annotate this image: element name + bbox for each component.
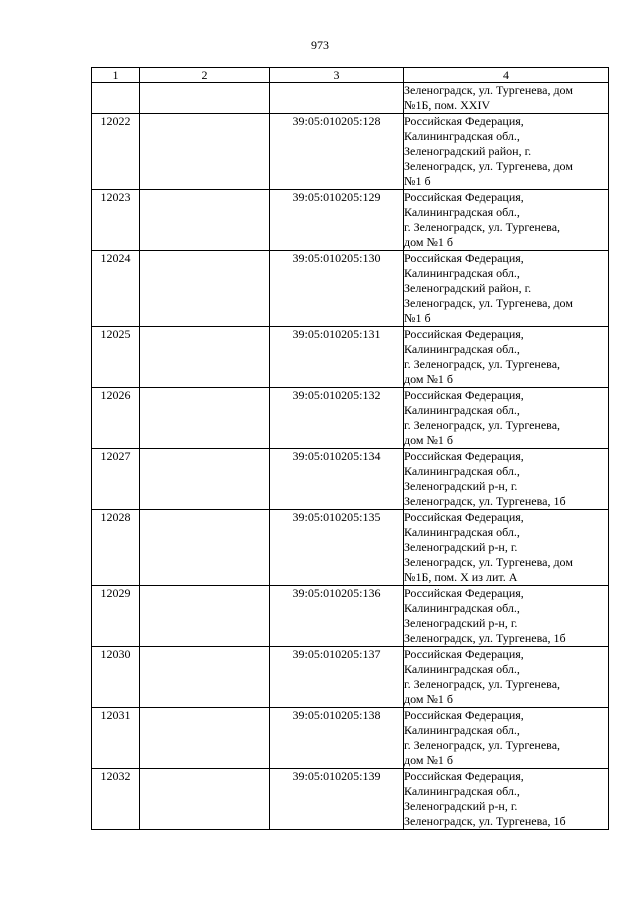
cadastral-number-cell: 39:05:010205:135 [270,510,404,586]
address-cell: Российская Федерация, Калининградская обл., г. Зеленоградск, ул. Тургенева, дом №1 б [404,190,609,251]
row-number-cell [92,83,140,114]
header-col-4: 4 [404,68,609,83]
row-number-cell: 12022 [92,114,140,190]
header-col-3: 3 [270,68,404,83]
table-row [92,251,609,327]
row-number-cell: 12032 [92,769,140,830]
registry-table [91,67,609,830]
row-number-cell: 12024 [92,251,140,327]
cadastral-number-cell: 39:05:010205:138 [270,708,404,769]
column-2-cell [140,586,270,647]
address-cell: Зеленоградск, ул. Тургенева, дом №1Б, пом. XXIV [404,83,609,114]
row-number-cell: 12026 [92,388,140,449]
cadastral-number-cell: 39:05:010205:128 [270,114,404,190]
address-cell: Российская Федерация, Калининградская обл., Зеленоградский район, г. Зеленоградск, ул. Тургенева, дом №1 б [404,251,609,327]
table-row [92,190,609,251]
address-cell: Российская Федерация, Калининградская обл., Зеленоградский р-н, г. Зеленоградск, ул. Тургенева, 1б [404,769,609,830]
header-col-2: 2 [140,68,270,83]
address-cell: Российская Федерация, Калининградская обл., г. Зеленоградск, ул. Тургенева, дом №1 б [404,327,609,388]
cadastral-number-cell: 39:05:010205:134 [270,449,404,510]
column-2-cell [140,769,270,830]
table-row [92,586,609,647]
row-number-cell: 12028 [92,510,140,586]
column-2-cell [140,83,270,114]
column-2-cell [140,708,270,769]
address-cell: Российская Федерация, Калининградская обл., г. Зеленоградск, ул. Тургенева, дом №1 б [404,388,609,449]
column-2-cell [140,510,270,586]
header-row [92,68,609,83]
column-2-cell [140,114,270,190]
cadastral-number-cell: 39:05:010205:131 [270,327,404,388]
cadastral-number-cell: 39:05:010205:129 [270,190,404,251]
address-cell: Российская Федерация, Калининградская обл., Зеленоградский район, г. Зеленоградск, ул. Тургенева, дом №1 б [404,114,609,190]
row-number-cell: 12031 [92,708,140,769]
table-row [92,327,609,388]
column-2-cell [140,251,270,327]
column-2-cell [140,449,270,510]
column-2-cell [140,327,270,388]
table-row [92,114,609,190]
row-number-cell: 12023 [92,190,140,251]
column-2-cell [140,647,270,708]
cadastral-number-cell: 39:05:010205:136 [270,586,404,647]
table-row [92,388,609,449]
cadastral-number-cell [270,83,404,114]
address-cell: Российская Федерация, Калининградская обл., Зеленоградский р-н, г. Зеленоградск, ул. Тургенева, дом №1Б, пом. X из лит. А [404,510,609,586]
row-number-cell: 12027 [92,449,140,510]
column-2-cell [140,190,270,251]
address-cell: Российская Федерация, Калининградская обл., Зеленоградский р-н, г. Зеленоградск, ул. Тургенева, 1б [404,586,609,647]
header-col-1: 1 [92,68,140,83]
column-2-cell [140,388,270,449]
table-row [92,708,609,769]
row-number-cell: 12030 [92,647,140,708]
table-header [92,68,609,83]
address-cell: Российская Федерация, Калининградская обл., г. Зеленоградск, ул. Тургенева, дом №1 б [404,647,609,708]
address-cell: Российская Федерация, Калининградская обл., Зеленоградский р-н, г. Зеленоградск, ул. Тургенева, 1б [404,449,609,510]
cadastral-number-cell: 39:05:010205:130 [270,251,404,327]
row-number-cell: 12029 [92,586,140,647]
table-row-continuation [92,83,609,114]
table-row [92,647,609,708]
cadastral-number-cell: 39:05:010205:132 [270,388,404,449]
cadastral-number-cell: 39:05:010205:139 [270,769,404,830]
table-row [92,769,609,830]
table-body [92,83,609,830]
page-number: 973 [311,38,329,52]
table-row [92,449,609,510]
row-number-cell: 12025 [92,327,140,388]
address-cell: Российская Федерация, Калининградская обл., г. Зеленоградск, ул. Тургенева, дом №1 б [404,708,609,769]
table-row [92,510,609,586]
cadastral-number-cell: 39:05:010205:137 [270,647,404,708]
